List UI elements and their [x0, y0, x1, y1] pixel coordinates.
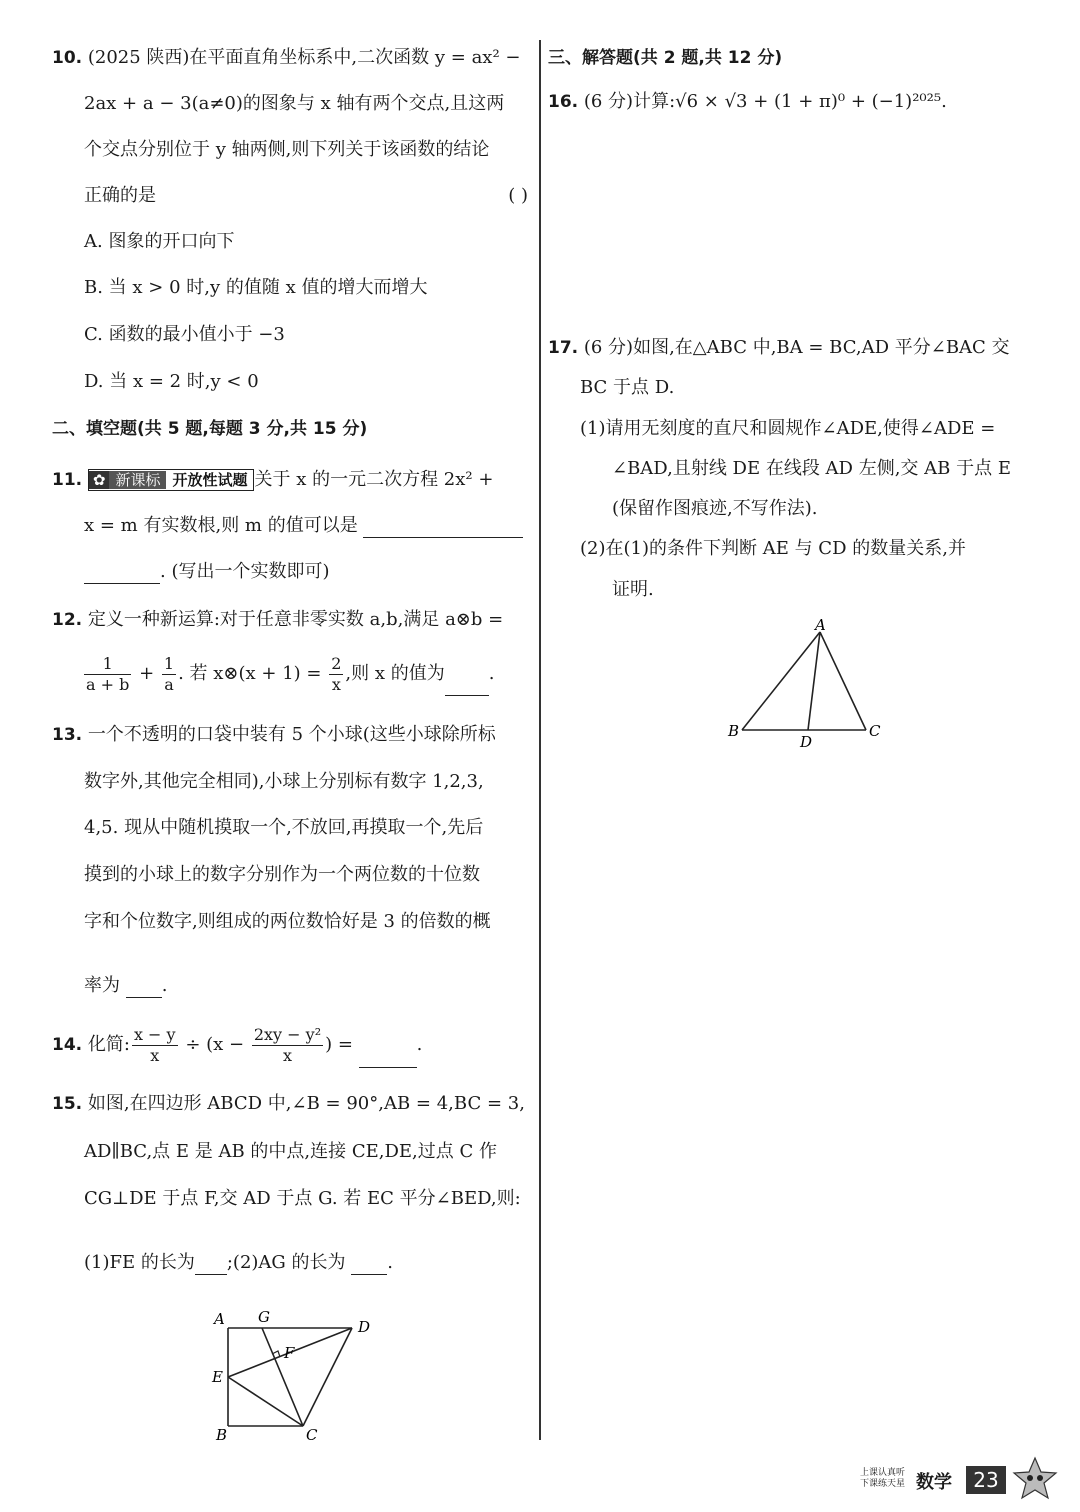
q13-line5: 字和个位数字,则组成的两位数恰好是 3 的倍数的概 [84, 911, 491, 932]
q14-fraction-2: $\frac{\text{2xy − y²}}{x}$ [253, 1024, 322, 1065]
star-icon: ✿ [89, 471, 110, 489]
q12-fraction-1: $\frac{1}{a + b}$ [86, 653, 130, 694]
column-divider [539, 40, 541, 1440]
q12-end: . [488, 663, 495, 684]
q10-line2: 2ax + a − 3(a≠0)的图象与 x 轴有两个交点,且这两 [84, 93, 505, 114]
q12-fraction-3: $\frac{2}{x}$ [331, 653, 342, 694]
segment-ad [808, 632, 820, 730]
q12-line1: 定义一种新运算:对于任意非零实数 a,b,满足 a⊗b = [87, 609, 504, 630]
q13-line1: 一个不透明的口袋中装有 5 个小球(这些小球除所标 [87, 724, 496, 745]
q10-line1: (2025 陕西)在平面直角坐标系中,二次函数 y = ax² − [87, 47, 521, 68]
q11-answer-blank-2[interactable] [84, 565, 160, 584]
segment-gc [262, 1328, 303, 1426]
q15-end: . [387, 1252, 393, 1273]
page-number: 23 [966, 1466, 1006, 1494]
q11-tag [88, 469, 255, 491]
segment-dc [303, 1328, 352, 1426]
segment-ac [820, 632, 866, 730]
q10-option-a: A. 图象的开口向下 [84, 231, 235, 252]
q10-option-b: B. 当 x > 0 时,y 的值随 x 值的增大而增大 [84, 277, 428, 298]
q10-number: 10. [52, 48, 83, 68]
q12-mid: . 若 x⊗(x + 1) = [178, 663, 322, 684]
q10-option-d: D. 当 x = 2 时,y < 0 [84, 371, 259, 392]
q15-figure-quadrilateral [200, 1302, 380, 1444]
q17-part1-line2: ∠BAD,且射线 DE 在线段 AD 左侧,交 AB 于点 E [612, 458, 1011, 479]
q17-part1-line3: (保留作图痕迹,不写作法). [612, 498, 818, 519]
label-g: G [258, 1308, 270, 1326]
q11-tag-label-a: 新课标 [109, 471, 166, 489]
page-footer [860, 1466, 1072, 1502]
q17-line2: BC 于点 D. [580, 377, 675, 398]
q17-part2-line1: (2)在(1)的条件下判断 AE 与 CD 的数量关系,并 [580, 538, 966, 559]
q14-end: . [416, 1034, 423, 1055]
segment-ab [742, 632, 820, 730]
q15-line1: 如图,在四边形 ABCD 中,∠B = 90°,AB = 4,BC = 3, [87, 1093, 525, 1114]
mascot-star-icon [1010, 1456, 1060, 1502]
q13-line6: 率为 [84, 975, 120, 996]
label-a: A [815, 616, 826, 634]
q14-post: ) = [325, 1034, 353, 1055]
label-c: C [869, 722, 881, 740]
q11-number: 11. [52, 470, 83, 490]
q10-option-c: C. 函数的最小值小于 −3 [84, 324, 285, 345]
q14-mid: ÷ (x − [185, 1034, 245, 1055]
section-3-heading: 三、解答题(共 2 题,共 12 分) [548, 48, 783, 68]
q10-answer-paren: ( ) [508, 185, 528, 206]
q16-number: 16. [548, 92, 579, 112]
footer-slogan [860, 1468, 910, 1490]
q14-fraction-1: $\frac{x - y}{x}$ [133, 1024, 176, 1065]
q11-tag-label-b: 开放性试题 [166, 471, 253, 489]
footer-subject: 数学 [916, 1472, 952, 1493]
label-a: A [214, 1310, 225, 1328]
q12-tail: ,则 x 的值为 [345, 663, 445, 684]
q15-answer-blank-2[interactable] [351, 1244, 387, 1275]
section-2-heading: 二、填空题(共 5 题,每题 3 分,共 15 分) [52, 419, 368, 439]
q10-line4: 正确的是 [84, 185, 156, 206]
q13-line4: 摸到的小球上的数字分别作为一个两位数的十位数 [84, 864, 480, 885]
q11-line3: . (写出一个实数即可) [160, 561, 330, 582]
q17-part2-line2: 证明. [612, 579, 654, 600]
label-e: E [212, 1368, 223, 1386]
q15-number: 15. [52, 1094, 83, 1114]
q11-line1: 关于 x 的一元二次方程 2x² + [254, 469, 494, 490]
q10-line3: 个交点分别位于 y 轴两侧,则下列关于该函数的结论 [84, 139, 490, 160]
q15-line2: AD∥BC,点 E 是 AB 的中点,连接 CE,DE,过点 C 作 [84, 1141, 497, 1162]
segment-ec [228, 1377, 303, 1426]
q17-line1: (6 分)如图,在△ABC 中,BA = BC,AD 平分∠BAC 交 [583, 337, 1010, 358]
q15-line3: CG⊥DE 于点 F,交 AD 于点 G. 若 EC 平分∠BED,则: [84, 1188, 521, 1209]
footer-slogan-line1: 上课认真听 [860, 1468, 906, 1478]
label-b: B [728, 722, 740, 740]
q13-line3: 4,5. 现从中随机摸取一个,不放回,再摸取一个,先后 [84, 817, 484, 838]
label-c: C [306, 1426, 318, 1444]
q17-figure-triangle [720, 616, 890, 750]
q12-plus: + [139, 663, 155, 684]
label-b: B [216, 1426, 228, 1444]
q16-text: (6 分)计算:√6 × √3 + (1 + π)⁰ + (−1)²⁰²⁵. [583, 91, 947, 112]
q12-fraction-2: $\frac{1}{a}$ [163, 653, 175, 694]
q14-number: 14. [52, 1035, 83, 1055]
q13-number: 13. [52, 725, 83, 745]
label-f: F [284, 1344, 295, 1362]
q15-part2: ;(2)AG 的长为 [226, 1252, 346, 1273]
q14-answer-blank[interactable] [359, 1049, 417, 1068]
q15-part1: (1)FE 的长为 [84, 1252, 195, 1273]
q13-line2: 数字外,其他完全相同),小球上分别标有数字 1,2,3, [84, 771, 484, 792]
q13-end: . [161, 975, 168, 996]
q12-answer-blank[interactable] [445, 677, 489, 696]
q11-answer-blank-1[interactable] [363, 519, 523, 538]
q14-pre: 化简: [87, 1034, 130, 1055]
q12-number: 12. [52, 610, 83, 630]
q15-answer-blank-1[interactable] [195, 1256, 227, 1275]
label-d: D [358, 1318, 371, 1336]
q17-number: 17. [548, 338, 579, 358]
q11-line2: x = m 有实数根,则 m 的值可以是 [84, 515, 358, 536]
q17-part1-line1: (1)请用无刻度的直尺和圆规作∠ADE,使得∠ADE = [580, 418, 996, 439]
q13-answer-blank[interactable] [126, 967, 162, 998]
label-d: D [800, 733, 813, 750]
footer-slogan-line2: 下课练天星 [860, 1479, 906, 1489]
